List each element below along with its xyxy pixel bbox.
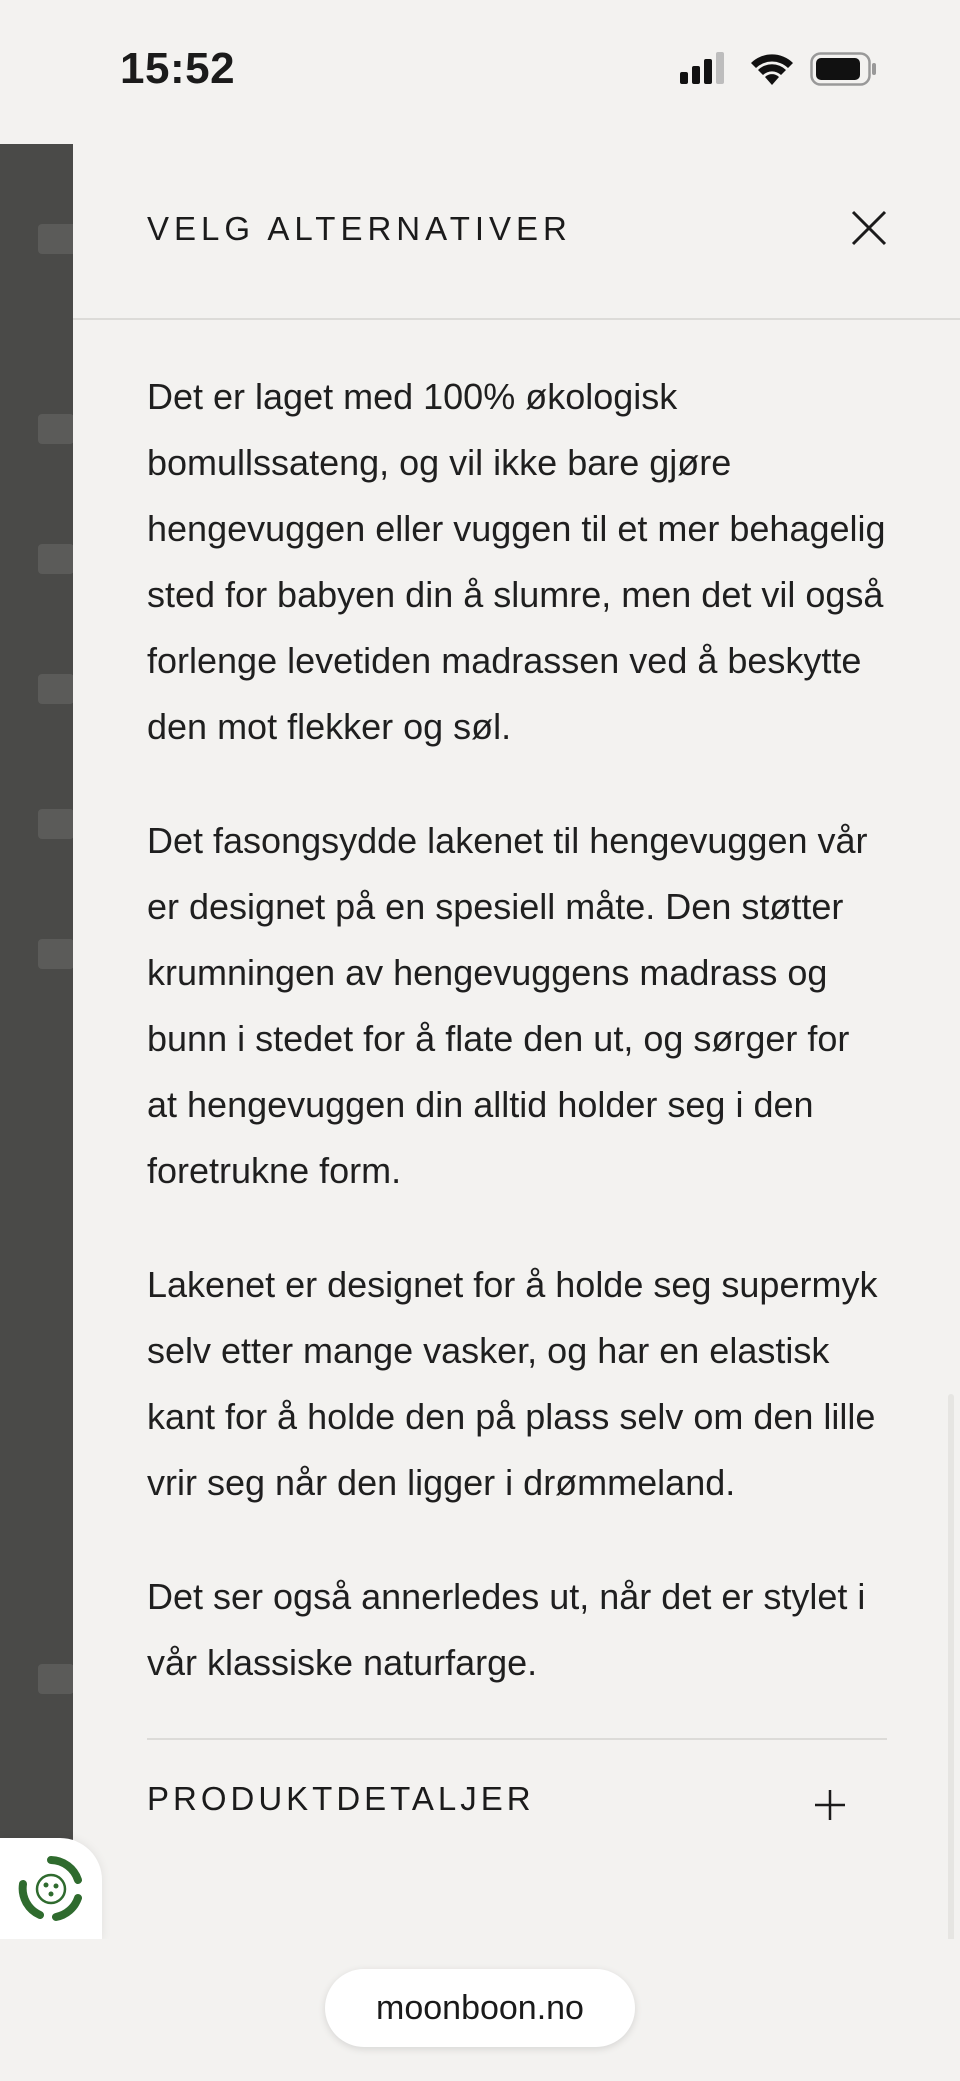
description-paragraph: Det er laget med 100% økologisk bomullssateng, og vil ikke bare gjøre hengevuggen eller vuggen til et mer behagelig sted for babyen din å slumre, men det vil også forlenge levetiden madrassen ved å beskytte den mot flekker og søl.	[147, 376, 886, 747]
description-paragraph: Lakenet er designet for å holde seg supermyk selv etter mange vasker, og har en elastisk kant for å holde den på plass selv om den lille vrir seg når den ligger i drømmeland.	[147, 1264, 878, 1503]
plus-icon	[813, 1788, 847, 1822]
drawer-content	[147, 364, 887, 1850]
accordion-label: PRODUKTDETALJER	[147, 1780, 535, 1817]
url-text: moonboon.no	[376, 1988, 584, 2027]
product-details-accordion[interactable]	[147, 1740, 887, 1850]
eco-badge[interactable]	[0, 1838, 102, 1940]
status-time: 15:52	[120, 44, 236, 93]
battery-icon	[810, 52, 878, 86]
signal-icon	[680, 52, 728, 84]
browser-bottom-bar	[0, 1939, 960, 2081]
status-bar	[0, 0, 960, 144]
scrollbar[interactable]	[948, 1394, 954, 1939]
eco-badge-icon	[16, 1854, 86, 1924]
page-backdrop[interactable]	[0, 144, 73, 1939]
drawer-header	[73, 144, 960, 320]
close-button[interactable]	[845, 204, 893, 252]
url-bar[interactable]	[325, 1969, 635, 2047]
description-paragraph: Det ser også annerledes ut, når det er stylet i vår klassiske naturfarge.	[147, 1576, 866, 1683]
description-paragraph: Det fasongsydde lakenet til hengevuggen vår er designet på en spesiell måte. Den støtter krumningen av hengevuggens madrass og bunn i stedet for å flate den ut, og sørger for at hengevuggen din alltid holder seg i den foretrukne form.	[147, 820, 868, 1191]
close-icon	[845, 204, 893, 252]
options-drawer	[73, 144, 960, 1939]
drawer-title: VELG ALTERNATIVER	[147, 210, 572, 247]
wifi-icon	[750, 52, 794, 86]
